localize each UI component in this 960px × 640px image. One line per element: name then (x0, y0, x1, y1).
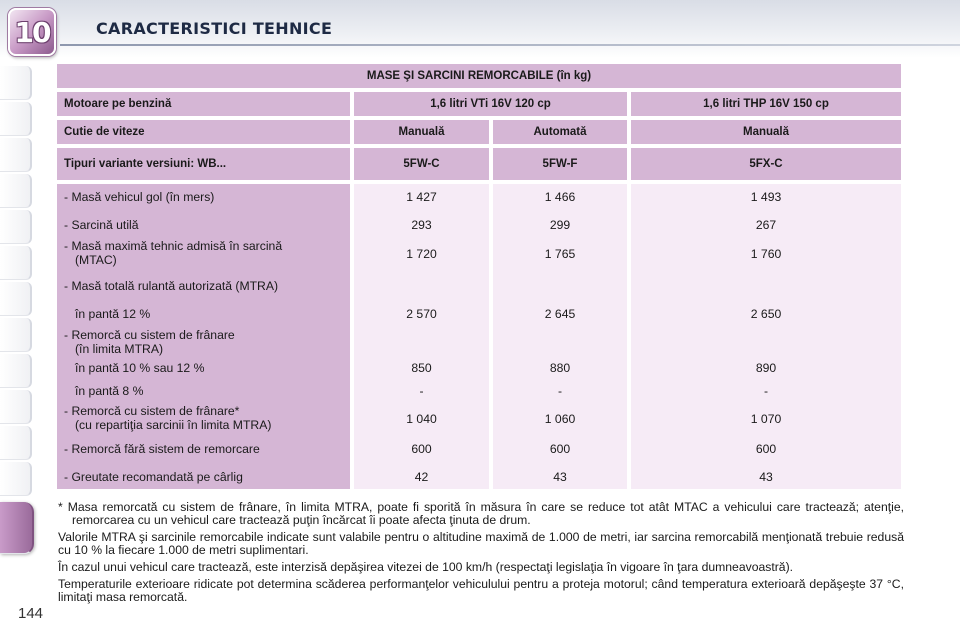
note-paragraph: Temperaturile exterioare ridicate pot determina scăderea performanţelor vehiculului pentru a proteja motorul; când temperatura exterioară depăşeşte 37 °C, limitaţi masa remorcată. (58, 577, 904, 604)
table-title: MASE ŞI SARCINI REMORCABILE (în kg) (57, 64, 901, 88)
engine-1: 1,6 litri VTi 16V 120 cp (354, 92, 627, 116)
table-cell: 890 (755, 361, 777, 375)
row-label: în pantă 10 % sau 12 % (75, 361, 205, 375)
engine-2: 1,6 litri THP 16V 150 cp (631, 92, 901, 116)
row-label: - Remorcă cu sistem de frânare* (64, 404, 240, 418)
chapter-tab-10[interactable] (0, 390, 32, 424)
chapter-tab-7[interactable] (0, 282, 32, 316)
chapter-tab-strip (0, 62, 34, 562)
gearbox-label: Cutie de viteze (57, 120, 350, 144)
note-paragraph: Valorile MTRA şi sarcinile remorcabile indicate sunt valabile pentru o altitudine maximă de 1.000 de metri, iar sarcina remorcabilă menţionată trebuie redusă cu 10 % la fiecare 1.000 de metri suplimentari. (58, 530, 904, 557)
table-cell: 600 (411, 442, 432, 456)
table-cell: - (763, 384, 769, 398)
row-label: în pantă 8 % (75, 384, 144, 398)
row-label-continued: (în limita MTRA) (75, 342, 164, 356)
table-cell: 1 760 (750, 247, 782, 261)
chapter-tab-2[interactable] (0, 102, 32, 136)
gearbox-3: Manuală (631, 120, 901, 144)
table-cell: 293 (411, 218, 432, 232)
chapter-tab-6[interactable] (0, 246, 32, 280)
table-cell: - (419, 384, 424, 398)
chapter-badge (8, 8, 56, 56)
table-cell: 1 466 (544, 190, 576, 204)
chapter-tab-8[interactable] (0, 318, 32, 352)
table-cell: 850 (411, 361, 432, 375)
chapter-tab-4[interactable] (0, 174, 32, 208)
chapter-tab-9[interactable] (0, 354, 32, 388)
row-label: - Greutate recomandată pe cârlig (64, 470, 243, 484)
chapter-tab-5[interactable] (0, 210, 32, 244)
variant-2: 5FW-F (493, 148, 627, 180)
table-cell: 1 070 (750, 412, 782, 426)
table-cell: 600 (549, 442, 571, 456)
row-label: - Sarcină utilă (64, 218, 139, 232)
note-paragraph: În cazul unui vehicul care tractează, este interzisă depăşirea vitezei de 100 km/h (respectaţi legislaţia în vigoare în ţara dumneavoastră). (58, 560, 794, 574)
variant-1: 5FW-C (354, 148, 489, 180)
row-label: - Remorcă cu sistem de frânare (64, 328, 235, 342)
table-cell: 1 493 (750, 190, 782, 204)
chapter-tab-11[interactable] (0, 426, 32, 460)
table-cell: 299 (549, 218, 571, 232)
page-title: CARACTERISTICI TEHNICE (96, 19, 333, 38)
variant-3: 5FX-C (631, 148, 901, 180)
gearbox-1: Manuală (354, 120, 489, 144)
chapter-tab-12[interactable] (0, 462, 32, 496)
row-label-continued: (MTAC) (75, 253, 117, 267)
table-cell: 600 (755, 442, 777, 456)
row-label: în pantă 12 % (75, 307, 151, 321)
chapter-tab-active[interactable] (0, 502, 34, 554)
footnote: * Masa remorcată cu sistem de frânare, în limita MTRA, poate fi sporită în măsura în care se reduce tot atât MTAC a vehicului care tractează; atenţie, remorcarea cu un vehicul care tractează puţin încărcat îi poate afecta ţinuta de drum. (58, 500, 904, 527)
table-cell: 1 427 (406, 190, 437, 204)
gearbox-2: Automată (493, 120, 627, 144)
table-cell: 2 570 (406, 307, 437, 321)
table-cell: 1 765 (544, 247, 576, 261)
notes-block (58, 501, 904, 608)
table-cell: 43 (553, 470, 567, 484)
chapter-tab-3[interactable] (0, 138, 32, 172)
row-label: - Masă vehicul gol (în mers) (64, 190, 215, 204)
header-rule (60, 44, 960, 46)
row-label: - Masă maximă tehnic admisă în sarcină (64, 239, 283, 253)
table-cell: - (557, 384, 563, 398)
table-cell: 42 (414, 470, 429, 484)
table-cell: 1 720 (406, 247, 437, 261)
variants-label: Tipuri variante versiuni: WB... (57, 148, 350, 180)
row-label: - Masă totală rulantă autorizată (MTRA) (64, 279, 279, 293)
page-number: 144 (18, 605, 44, 622)
table-cell: 2 650 (750, 307, 782, 321)
table-cell: 2 645 (544, 307, 576, 321)
table-cell: 267 (755, 218, 777, 232)
table-cell: 43 (759, 470, 773, 484)
engine-label: Motoare pe benzină (57, 92, 350, 116)
table-cell: 880 (549, 361, 571, 375)
table-cell: 1 060 (544, 412, 576, 426)
chapter-number: 10 (14, 15, 50, 49)
row-label: - Remorcă fără sistem de remorcare (64, 442, 260, 456)
row-label-continued: (cu repartiţia sarcinii în limita MTRA) (75, 418, 272, 432)
table-cell: 1 040 (406, 412, 437, 426)
chapter-tab-1[interactable] (0, 66, 32, 100)
